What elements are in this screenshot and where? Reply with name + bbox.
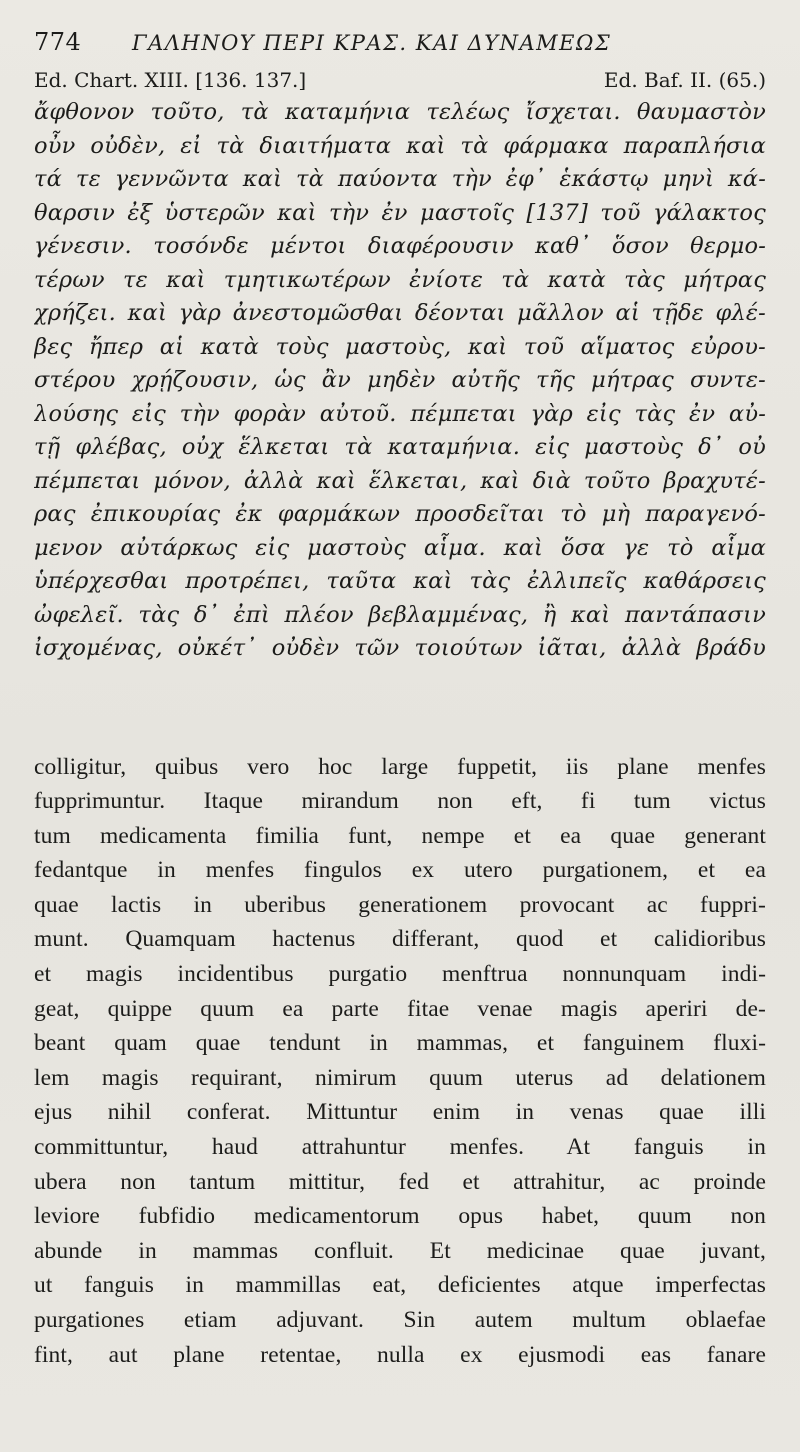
greek-text-line: χρήζει. καὶ γὰρ ἀνεστομῶσθαι δέονται μᾶλλον αἱ τῇδε φλέ-	[34, 300, 766, 326]
greek-text-line: ὑπέρχεσθαι προτρέπει, ταῦτα καὶ τὰς ἐλλιπεῖς καθάρσεις	[34, 568, 766, 594]
greek-text-line: ὠφελεῖ. τὰς δ᾽ ἐπὶ πλέον βεβλαμμένας, ἢ καὶ παντάπασιν	[34, 601, 766, 628]
latin-text-line: fedantque in menfes fingulos ex utero purgationem, et ea	[34, 857, 766, 884]
latin-text-line: abunde in mammas confluit. Et medicinae quae juvant,	[34, 1237, 766, 1264]
greek-text-block	[34, 96, 766, 666]
latin-text-line: ut fanguis in mammillas eat, deficientes atque imperfectas	[34, 1272, 766, 1299]
latin-text-line: lem magis requirant, nimirum quum uterus ad delationem	[34, 1064, 766, 1091]
latin-text-line: munt. Quamquam hactenus differant, quod et calidioribus	[34, 926, 766, 953]
greek-text-line: λούσης εἰς τὴν φορὰν αὐτοῦ. πέμπεται γὰρ εἰς τὰς ἐν αὐ-	[34, 400, 766, 427]
greek-text-line: μενον αὐτάρκως εἰς μαστοὺς αἷμα. καὶ ὅσα γε τὸ αἷμα	[34, 534, 766, 561]
greek-text-line: οὖν οὐδὲν, εἰ τὰ διαιτήματα καὶ τὰ φάρμακα παραπλήσια	[34, 132, 766, 159]
edition-left: Ed. Chart. XIII. [136. 137.]	[34, 68, 307, 92]
running-title: ΓΑΛΗΝΟΥ ΠΕΡΙ ΚΡΑΣ. ΚΑΙ ΔΥΝΑΜΕΩΣ	[132, 31, 612, 55]
latin-text-line: colligitur, quibus vero hoc large fuppetit, iis plane menfes	[34, 753, 766, 780]
latin-text-line: quae lactis in uberibus generationem provocant ac fuppri-	[34, 891, 766, 918]
greek-text-line: ἄφθονον τοῦτο, τὰ καταμήνια τελέως ἴσχεται. θαυμαστὸν	[34, 99, 766, 125]
greek-text-line: πέμπεται μόνον, ἀλλὰ καὶ ἕλκεται, καὶ διὰ τοῦτο βραχυτέ-	[34, 467, 766, 494]
section-gap	[34, 666, 766, 750]
greek-text-line: θαρσιν ἐξ ὑστερῶν καὶ τὴν ἐν μαστοῖς [137] τοῦ γάλακτος	[34, 199, 766, 226]
greek-text-line: ρας ἐπικουρίας ἐκ φαρμάκων προσδεῖται τὸ μὴ παραγενό-	[34, 501, 766, 527]
latin-text-line: tum medicamenta fimilia funt, nempe et ea quae generant	[34, 822, 766, 849]
latin-text-line: beant quam quae tendunt in mammas, et fanguinem fluxi-	[34, 1030, 766, 1057]
latin-text-line: committuntur, haud attrahuntur menfes. At fanguis in	[34, 1134, 766, 1161]
greek-text-line: στέρου χρῄζουσιν, ὡς ἂν μηδὲν αὐτῆς τῆς μήτρας συντε-	[34, 367, 766, 393]
greek-text-line: τά τε γεννῶντα καὶ τὰ παύοντα τὴν ἐφ᾽ ἑκάστῳ μηνὶ κά-	[34, 166, 766, 192]
latin-text-line: ejus nihil conferat. Mittuntur enim in venas quae illi	[34, 1099, 766, 1126]
latin-text-line: leviore fubfidio medicamentorum opus habet, quum non	[34, 1203, 766, 1230]
latin-text-line: et magis incidentibus purgatio menftrua nonnunquam indi-	[34, 961, 766, 988]
greek-text-line: βες ἤπερ αἱ κατὰ τοὺς μαστοὺς, καὶ τοῦ αἵματος εὐρου-	[34, 333, 766, 360]
page-number: 774	[34, 28, 82, 56]
running-head	[34, 28, 766, 64]
latin-text-line: fint, aut plane retentae, nulla ex ejusmodi eas fanare	[34, 1341, 766, 1368]
edition-right: Ed. Baf. II. (65.)	[603, 68, 766, 92]
edition-line	[34, 64, 766, 96]
latin-text-line: fupprimuntur. Itaque mirandum non eft, fi tum victus	[34, 788, 766, 815]
greek-text-line: τῇ φλέβας, οὐχ ἕλκεται τὰ καταμήνια. εἰς μαστοὺς δ᾽ οὐ	[34, 434, 766, 460]
greek-text-line: γένεσιν. τοσόνδε μέντοι διαφέρουσιν καθ᾽ ὅσον θερμο-	[34, 233, 766, 259]
latin-text-line: geat, quippe quum ea parte fitae venae magis aperiri de-	[34, 995, 766, 1022]
latin-text-line: purgationes etiam adjuvant. Sin autem multum oblaefae	[34, 1307, 766, 1333]
greek-text-line: τέρων τε καὶ τμητικωτέρων ἐνίοτε τὰ κατὰ τὰς μήτρας	[34, 266, 766, 293]
greek-text-line: ἰσχομένας, οὐκέτ᾽ οὐδὲν τῶν τοιούτων ἰᾶται, ἀλλὰ βράδυ	[34, 635, 766, 661]
latin-text-block	[34, 750, 766, 1373]
latin-text-line: ubera non tantum mittitur, fed et attrahitur, ac proinde	[34, 1168, 766, 1195]
